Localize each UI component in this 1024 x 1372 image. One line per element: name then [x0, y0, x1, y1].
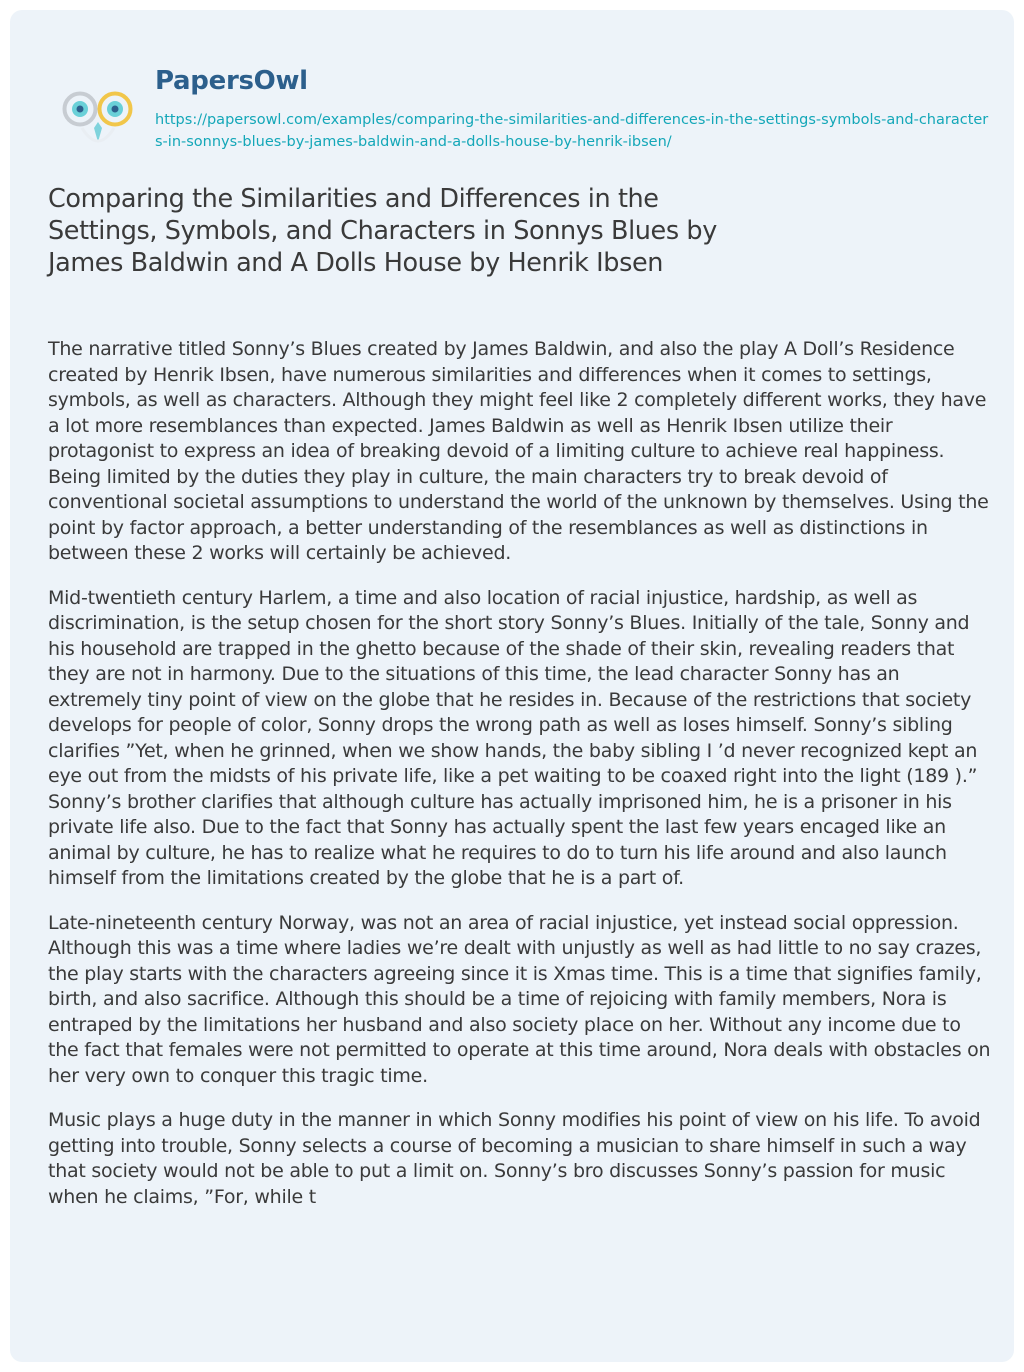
- paragraph: The narrative titled Sonny’s Blues created by James Baldwin, and also the play A Doll’s Residence created by Henrik Ibsen, have numerous similarities and differences when it comes to settings, symbols, as well as characters. Although they might feel like 2 completely different works, they have a lot more resemblances than expected. James Baldwin as well as Henrik Ibsen utilize their protagonist to express an idea of breaking devoid of a limiting culture to achieve real happiness. Being limited by the duties they play in culture, the main characters try to break devoid of conventional societal assumptions to understand the world of the unknown by themselves. Using the point by factor approach, a better understanding of the resemblances as well as distinctions in between these 2 works will certainly be achieved.: [48, 338, 989, 564]
- article-title: Comparing the Similarities and Differences in the Settings, Symbols, and Characters in Sonnys Blues by James Baldwin and A Dolls House by Henrik Ibsen: [48, 184, 717, 278]
- paragraph: Mid-twentieth century Harlem, a time and also location of racial injustice, hardship, as well as discrimination, is the setup chosen for the short story Sonny’s Blues. Initially of the tale, Sonny and his household are trapped in the ghetto because of the shade of their skin, revealing readers that they are not in harmony. Due to the situations of this time, the lead character Sonny has an extremely tiny point of view on the globe that he resides in. Because of the restrictions that society develops for people of color, Sonny drops the wrong path as well as loses himself. Sonny’s sibling clarifies ”Yet, when he grinned, when we show hands, the baby sibling I ’d never recognized kept an eye out from the midsts of his private life, like a pet waiting to be coaxed right into the light (189 ).” Sonny’s brother clarifies that although culture has actually imprisoned him, he is a prisoner in his private life also. Due to the fact that Sonny has actually spent the last few years encaged like an animal by culture, he has to realize what he requires to do to turn his life around and also launch himself from the limitations created by the globe that he is a part of.: [48, 586, 978, 889]
- owl-logo-icon[interactable]: [60, 76, 136, 154]
- site-header: [60, 62, 1010, 172]
- brand-name[interactable]: PapersOwl: [155, 66, 308, 96]
- article-body: [48, 337, 992, 1229]
- paragraph: Late-nineteenth century Norway, was not an area of racial injustice, yet instead social oppression. Although this was a time where ladies we’re dealt with unjustly as well as had little to no say crazes, the play starts with the characters agreeing since it is Xmas time. This is a time that signifies family, birth, and also sacrifice. Although this should be a time of rejoicing with family members, Nora is entraped by the limitations her husband and also society place on her. Without any income due to the fact that females were not permitted to operate at this time around, Nora deals with obstacles on her very own to conquer this tragic time.: [48, 911, 991, 1087]
- paragraph: Music plays a huge duty in the manner in which Sonny modifies his point of view on his life. To avoid getting into trouble, Sonny selects a course of becoming a musician to share himself in such a way that society would not be able to put a limit on. Sonny’s bro discusses Sonny’s passion for music when he claims, ”For, while t: [48, 1109, 981, 1208]
- document-page: [10, 10, 1014, 1362]
- source-url-link[interactable]: https://papersowl.com/examples/comparing-the-similarities-and-differences-in-the-settings-symbols-and-characters-in-sonnys-blues-by-james-baldwin-and-a-dolls-house-by-henrik-ibsen/: [155, 112, 989, 150]
